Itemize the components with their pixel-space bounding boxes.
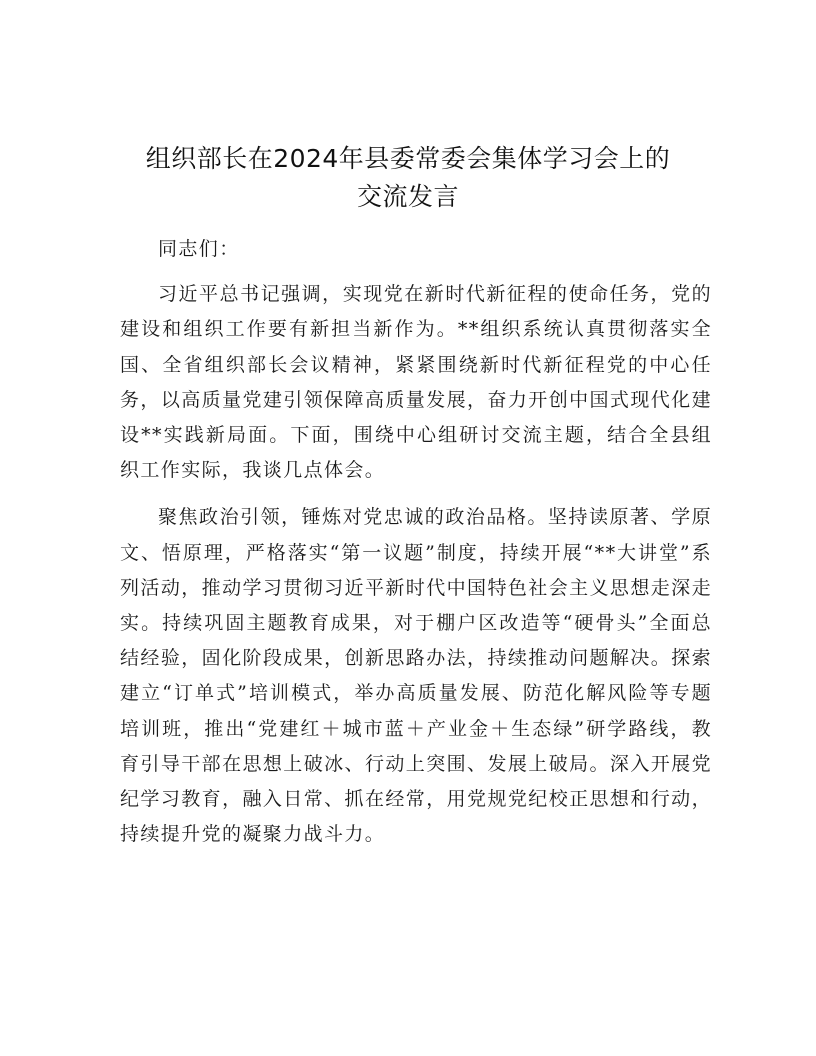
body-paragraph-1: 习近平总书记强调，实现党在新时代新征程的使命任务，党的建设和组织工作要有新担当新作为。**组织系统认真贯彻落实全国、全省组织部长会议精神，紧紧围绕新时代新征程党的中心任务，以高质量党建引领保障高质量发展，奋力开创中国式现代化建设**实践新局面。下面，围绕中心组研讨交流主题，结合全县组织工作实际，我谈几点体会。 [120,283,712,482]
document-title-line-2: 交流发言 [356,182,459,211]
salutation: 同志们： [158,238,240,260]
document-title-line-1: 组织部长在2024年县委常委会集体学习会上的 [145,144,671,173]
document-body [120,232,712,864]
body-paragraph-2: 聚焦政治引领，锤炼对党忠诚的政治品格。坚持读原著、学原文、悟原理，严格落实“第一议题”制度，持续开展“**大讲堂”系列活动，推动学习贯彻习近平新时代中国特色社会主义思想走深走实。持续巩固主题教育成果，对于棚户区改造等“硬骨头”全面总结经验，固化阶段成果，创新思路办法，持续推动问题解决。探索建立“订单式”培训模式，举办高质量发展、防范化解风险等专题培训班，推出“党建红＋城市蓝＋产业金＋生态绿”研学路线，教育引导干部在思想上破冰、行动上突围、发展上破局。深入开展党纪学习教育，融入日常、抓在经常，用党规党纪校正思想和行动，持续提升党的凝聚力战斗力。 [120,506,712,846]
document-title [0,140,816,216]
